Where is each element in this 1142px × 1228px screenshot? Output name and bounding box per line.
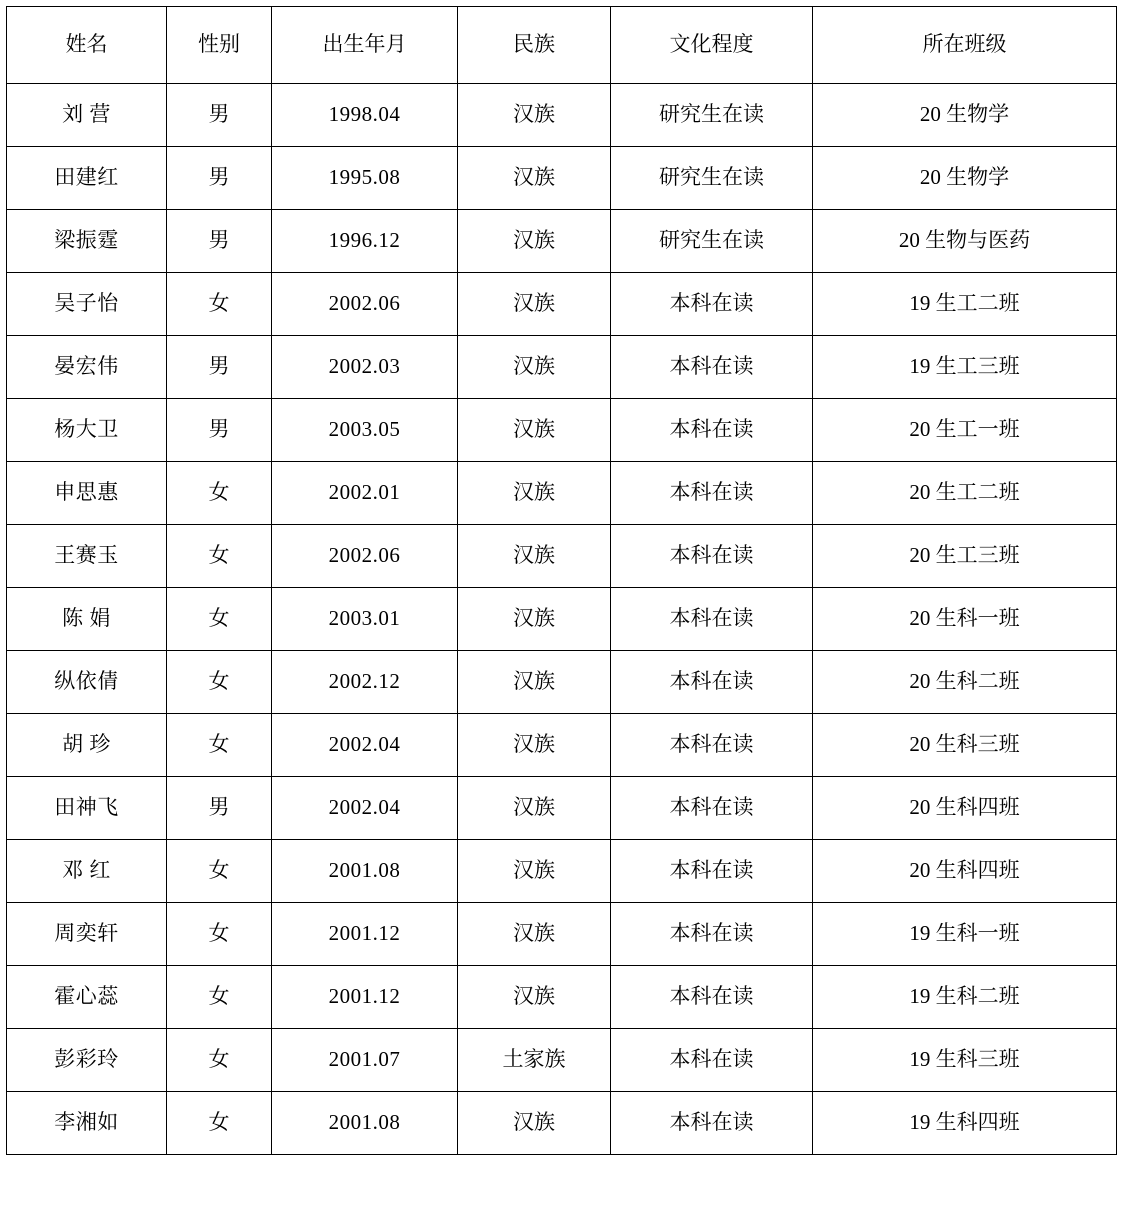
student-ethnicity: 汉族: [458, 210, 611, 273]
student-class: 20 生工三班: [813, 525, 1117, 588]
student-gender: 女: [167, 903, 272, 966]
student-ethnicity: 汉族: [458, 966, 611, 1029]
student-birth: 2002.04: [272, 777, 458, 840]
student-ethnicity: 汉族: [458, 1092, 611, 1155]
student-birth: 1998.04: [272, 84, 458, 147]
student-education: 本科在读: [611, 525, 813, 588]
student-birth: 2002.01: [272, 462, 458, 525]
student-ethnicity: 汉族: [458, 588, 611, 651]
student-class: 20 生科二班: [813, 651, 1117, 714]
student-class: 19 生科四班: [813, 1092, 1117, 1155]
student-education: 本科在读: [611, 462, 813, 525]
student-birth: 2001.12: [272, 966, 458, 1029]
student-name: 田神飞: [7, 777, 167, 840]
student-name: 周奕轩: [7, 903, 167, 966]
student-gender: 女: [167, 1029, 272, 1092]
student-gender: 女: [167, 1092, 272, 1155]
student-ethnicity: 汉族: [458, 840, 611, 903]
student-birth: 2001.08: [272, 1092, 458, 1155]
table-row: [7, 210, 1117, 273]
student-class: 19 生科一班: [813, 903, 1117, 966]
column-header: 出生年月: [272, 7, 458, 84]
student-ethnicity: 汉族: [458, 462, 611, 525]
student-ethnicity: 汉族: [458, 84, 611, 147]
student-name: 王赛玉: [7, 525, 167, 588]
student-education: 本科在读: [611, 399, 813, 462]
student-birth: 2002.12: [272, 651, 458, 714]
table-row: [7, 840, 1117, 903]
student-birth: 1995.08: [272, 147, 458, 210]
student-name: 纵依倩: [7, 651, 167, 714]
student-name: 邓 红: [7, 840, 167, 903]
table-row: [7, 462, 1117, 525]
student-ethnicity: 汉族: [458, 336, 611, 399]
student-name: 田建红: [7, 147, 167, 210]
student-gender: 女: [167, 273, 272, 336]
student-ethnicity: 汉族: [458, 714, 611, 777]
student-name: 申思惠: [7, 462, 167, 525]
student-class: 20 生科四班: [813, 840, 1117, 903]
student-gender: 女: [167, 588, 272, 651]
student-name: 晏宏伟: [7, 336, 167, 399]
table-row: [7, 588, 1117, 651]
student-education: 本科在读: [611, 966, 813, 1029]
student-birth: 2002.06: [272, 525, 458, 588]
student-ethnicity: 土家族: [458, 1029, 611, 1092]
student-education: 本科在读: [611, 336, 813, 399]
student-birth: 2001.08: [272, 840, 458, 903]
student-name: 陈 娟: [7, 588, 167, 651]
student-education: 本科在读: [611, 273, 813, 336]
column-header: 性别: [167, 7, 272, 84]
student-class: 20 生科三班: [813, 714, 1117, 777]
student-class: 20 生物学: [813, 147, 1117, 210]
column-header: 所在班级: [813, 7, 1117, 84]
student-class: 20 生物与医药: [813, 210, 1117, 273]
table-row: [7, 966, 1117, 1029]
student-education: 本科在读: [611, 777, 813, 840]
student-class: 20 生科一班: [813, 588, 1117, 651]
student-birth: 2002.06: [272, 273, 458, 336]
table-row: [7, 651, 1117, 714]
student-education: 研究生在读: [611, 147, 813, 210]
table-row: [7, 1092, 1117, 1155]
student-name: 杨大卫: [7, 399, 167, 462]
student-class: 19 生科三班: [813, 1029, 1117, 1092]
student-class: 20 生工二班: [813, 462, 1117, 525]
student-birth: 2002.04: [272, 714, 458, 777]
student-gender: 女: [167, 462, 272, 525]
student-name: 梁振霆: [7, 210, 167, 273]
student-gender: 男: [167, 777, 272, 840]
student-ethnicity: 汉族: [458, 903, 611, 966]
student-birth: 2003.05: [272, 399, 458, 462]
student-gender: 男: [167, 84, 272, 147]
student-birth: 2001.07: [272, 1029, 458, 1092]
student-education: 本科在读: [611, 651, 813, 714]
student-class: 20 生科四班: [813, 777, 1117, 840]
student-gender: 女: [167, 840, 272, 903]
student-class: 19 生工三班: [813, 336, 1117, 399]
student-birth: 2001.12: [272, 903, 458, 966]
table-row: [7, 777, 1117, 840]
student-name: 刘 营: [7, 84, 167, 147]
student-birth: 2003.01: [272, 588, 458, 651]
student-education: 本科在读: [611, 714, 813, 777]
student-gender: 女: [167, 966, 272, 1029]
column-header: 民族: [458, 7, 611, 84]
table-row: [7, 147, 1117, 210]
student-gender: 女: [167, 651, 272, 714]
student-name: 李湘如: [7, 1092, 167, 1155]
column-header: 文化程度: [611, 7, 813, 84]
student-name: 彭彩玲: [7, 1029, 167, 1092]
table-row: [7, 399, 1117, 462]
student-education: 本科在读: [611, 903, 813, 966]
student-ethnicity: 汉族: [458, 399, 611, 462]
student-gender: 女: [167, 714, 272, 777]
student-ethnicity: 汉族: [458, 651, 611, 714]
student-birth: 2002.03: [272, 336, 458, 399]
student-class: 19 生科二班: [813, 966, 1117, 1029]
student-education: 研究生在读: [611, 84, 813, 147]
table-row: [7, 336, 1117, 399]
student-name: 胡 珍: [7, 714, 167, 777]
student-gender: 男: [167, 210, 272, 273]
student-class: 19 生工二班: [813, 273, 1117, 336]
student-ethnicity: 汉族: [458, 147, 611, 210]
student-gender: 男: [167, 399, 272, 462]
student-education: 本科在读: [611, 588, 813, 651]
table-row: [7, 714, 1117, 777]
table-header-row: [7, 7, 1117, 84]
student-class: 20 生工一班: [813, 399, 1117, 462]
student-gender: 女: [167, 525, 272, 588]
student-gender: 男: [167, 147, 272, 210]
student-education: 本科在读: [611, 1092, 813, 1155]
table-row: [7, 84, 1117, 147]
student-education: 研究生在读: [611, 210, 813, 273]
student-ethnicity: 汉族: [458, 273, 611, 336]
table-row: [7, 273, 1117, 336]
student-education: 本科在读: [611, 840, 813, 903]
student-name: 霍心蕊: [7, 966, 167, 1029]
table-row: [7, 1029, 1117, 1092]
column-header: 姓名: [7, 7, 167, 84]
student-roster-table: [6, 6, 1117, 1155]
student-ethnicity: 汉族: [458, 777, 611, 840]
student-birth: 1996.12: [272, 210, 458, 273]
student-education: 本科在读: [611, 1029, 813, 1092]
student-name: 吴子怡: [7, 273, 167, 336]
student-class: 20 生物学: [813, 84, 1117, 147]
student-ethnicity: 汉族: [458, 525, 611, 588]
student-gender: 男: [167, 336, 272, 399]
document-page: [0, 6, 1142, 1228]
table-row: [7, 525, 1117, 588]
table-row: [7, 903, 1117, 966]
